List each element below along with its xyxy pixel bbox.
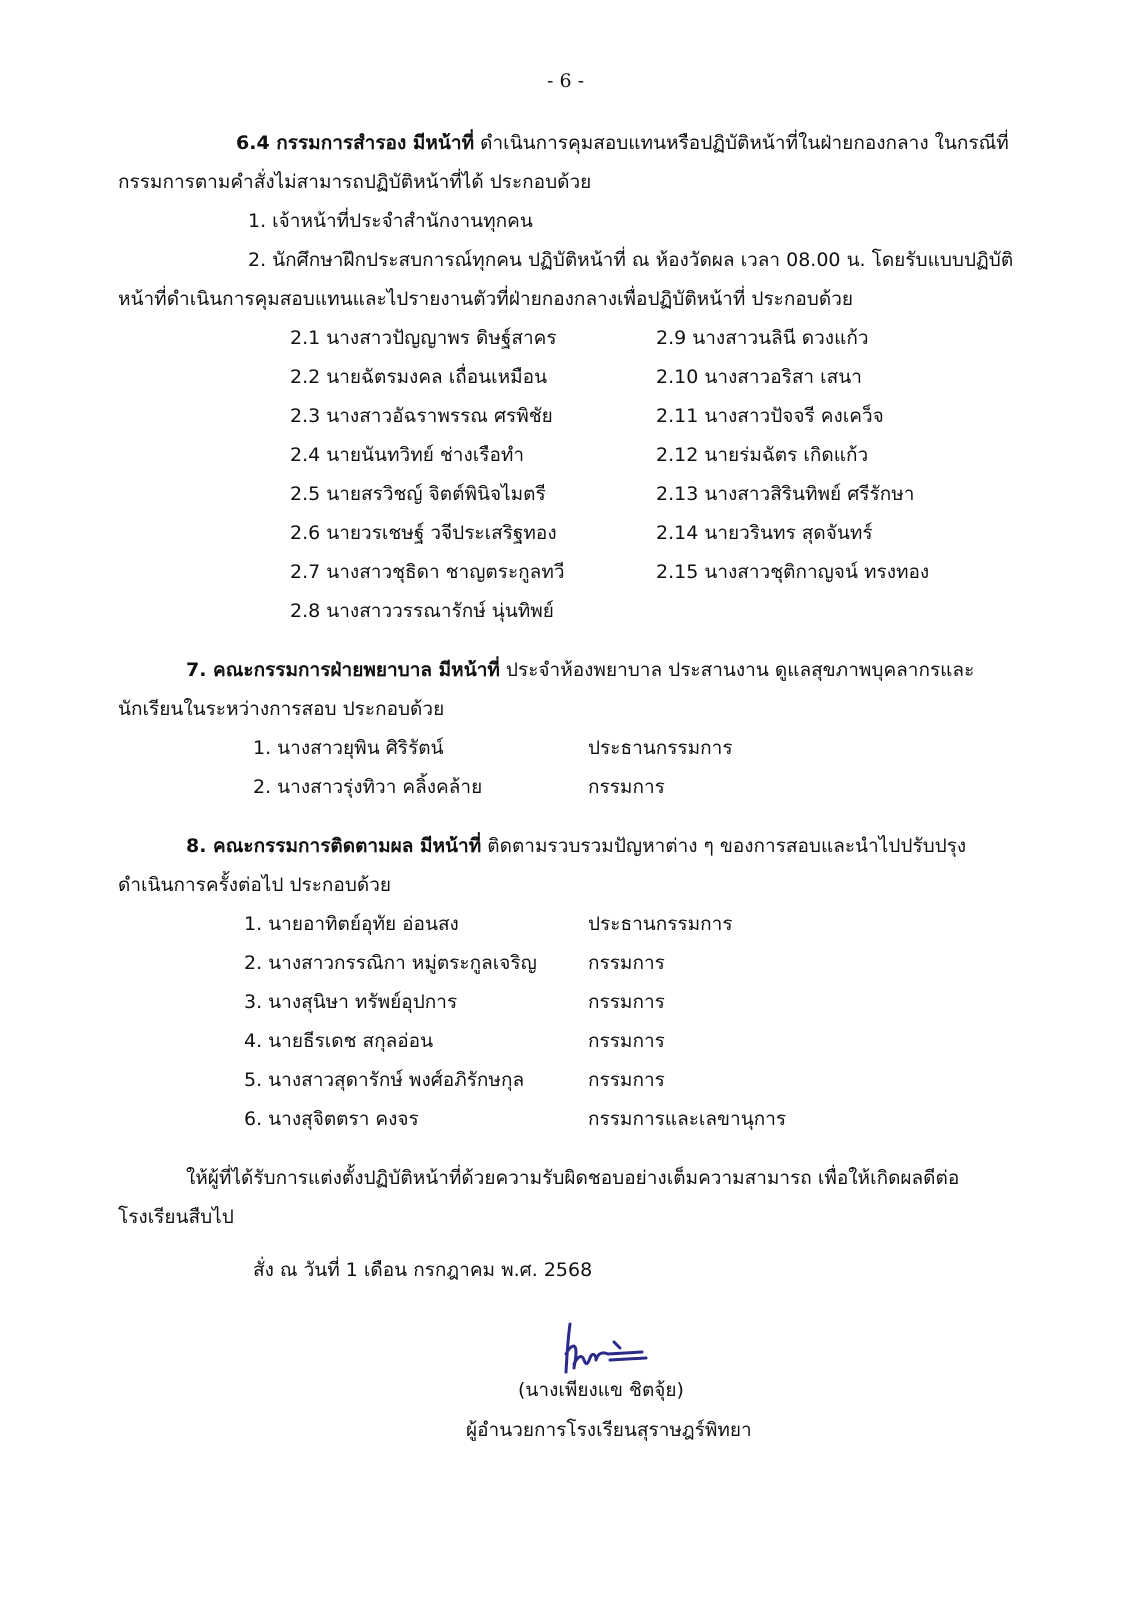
followup-member-1-name: 1. นายอาทิตย์อุทัย อ่อนสง [244,913,459,935]
closing-line1: ให้ผู้ที่ได้รับการแต่งตั้งปฏิบัติหน้าที่ด้วยความรับผิดชอบอย่างเต็มความสามารถ เพื่อให้เกิดผลดีต่อ [186,1167,960,1189]
section-8-text: ติดตามรวบรวมปัญหาต่าง ๆ ของการสอบและนำไปปรับปรุง [481,835,967,857]
section-7-line2: นักเรียนในระหว่างการสอบ ประกอบด้วย [118,698,445,720]
followup-member-2-role: กรรมการ [588,952,665,974]
followup-member-4-role: กรรมการ [588,1030,665,1052]
section-6-4-line2: กรรมการตามคำสั่งไม่สามารถปฏิบัติหน้าที่ได้ ประกอบด้วย [118,171,592,193]
signer-name: (นางเพียงแข ชิตจุ้ย) [518,1379,684,1401]
section-8-line1 [186,834,966,858]
section-6-4-heading: 6.4 กรรมการสำรอง มีหน้าที่ [236,132,475,154]
followup-member-5-role: กรรมการ [588,1069,665,1091]
followup-member-5-name: 5. นางสาวสุดารักษ์ พงศ์อภิรักษกุล [244,1069,525,1091]
trainee-left-3: 2.3 นางสาวอัฉราพรรณ ศรพิชัย [290,405,553,427]
section-6-4-item2: 2. นักศึกษาฝึกประสบการณ์ทุกคน ปฏิบัติหน้าที่ ณ ห้องวัดผล เวลา 08.00 น. โดยรับแบบปฏิบัติ [248,249,1014,271]
followup-member-6-role: กรรมการและเลขานุการ [588,1108,787,1130]
section-8-heading: 8. คณะกรรมการติดตามผล มีหน้าที่ [186,835,482,857]
followup-member-3-role: กรรมการ [588,991,665,1013]
page-number: - 6 - [546,70,584,92]
trainee-left-6: 2.6 นายวรเชษฐ์ วจีประเสริฐทอง [290,522,557,544]
section-6-4-text: ดำเนินการคุมสอบแทนหรือปฏิบัติหน้าที่ในฝ่ายกองกลาง ในกรณีที่ [474,132,1009,154]
section-6-4-item1: 1. เจ้าหน้าที่ประจำสำนักงานทุกคน [248,210,533,232]
followup-member-4-name: 4. นายธีรเดช สกุลอ่อน [244,1030,434,1052]
section-7-line1 [186,658,974,682]
section-7-heading: 7. คณะกรรมการฝ่ายพยาบาล มีหน้าที่ [186,659,500,681]
signature-image [552,1320,652,1378]
trainee-left-1: 2.1 นางสาวปัญญาพร ดิษฐ์สาคร [290,327,557,349]
trainee-right-5: 2.13 นางสาวสิรินทิพย์ ศรีรักษา [656,483,915,505]
trainee-right-3: 2.11 นางสาวปัจจรี คงเคว็จ [656,405,884,427]
followup-member-2-name: 2. นางสาวกรรณิกา หมู่ตระกูลเจริญ [244,952,537,974]
trainee-right-1: 2.9 นางสาวนลินี ดวงแก้ว [656,327,869,349]
trainee-right-4: 2.12 นายร่มฉัตร เกิดแก้ว [656,444,869,466]
followup-member-1-role: ประธานกรรมการ [588,913,733,935]
trainee-left-7: 2.7 นางสาวชุธิดา ชาญตระกูลทวี [290,561,565,583]
section-7-text: ประจำห้องพยาบาล ประสานงาน ดูแลสุขภาพบุคลากรและ [499,659,975,681]
trainee-left-8: 2.8 นางสาววรรณารักษ์ นุ่นทิพย์ [290,600,554,622]
trainee-right-7: 2.15 นางสาวชุติกาญจน์ ทรงทอง [656,561,930,583]
closing-line2: โรงเรียนสืบไป [118,1206,234,1228]
nurse-member-1-name: 1. นางสาวยุพิน ศิริรัตน์ [253,737,444,759]
signer-title: ผู้อำนวยการโรงเรียนสุราษฎร์พิทยา [466,1419,752,1441]
followup-member-6-name: 6. นางสุจิตตรา คงจร [244,1108,419,1130]
nurse-member-2-name: 2. นางสาวรุ่งทิวา คลิ้งคล้าย [253,776,483,798]
nurse-member-1-role: ประธานกรรมการ [588,737,733,759]
nurse-member-2-role: กรรมการ [588,776,665,798]
trainee-right-2: 2.10 นางสาวอริสา เสนา [656,366,862,388]
order-date: สั่ง ณ วันที่ 1 เดือน กรกฎาคม พ.ศ. 2568 [253,1259,593,1281]
followup-member-3-name: 3. นางสุนิษา ทรัพย์อุปการ [244,991,458,1013]
section-6-4-line1 [236,131,1009,155]
section-8-line2: ดำเนินการครั้งต่อไป ประกอบด้วย [118,874,392,896]
trainee-left-2: 2.2 นายฉัตรมงคล เถื่อนเหมือน [290,366,548,388]
trainee-left-4: 2.4 นายนันทวิทย์ ช่างเรือทำ [290,444,525,466]
trainee-left-5: 2.5 นายสรวิชญ์ จิตต์พินิจไมตรี [290,483,546,505]
trainee-right-6: 2.14 นายวรินทร สุดจันทร์ [656,522,873,544]
section-6-4-item2-cont: หน้าที่ดำเนินการคุมสอบแทนและไปรายงานตัวที่ฝ่ายกองกลางเพื่อปฏิบัติหน้าที่ ประกอบด้วย [118,288,854,310]
